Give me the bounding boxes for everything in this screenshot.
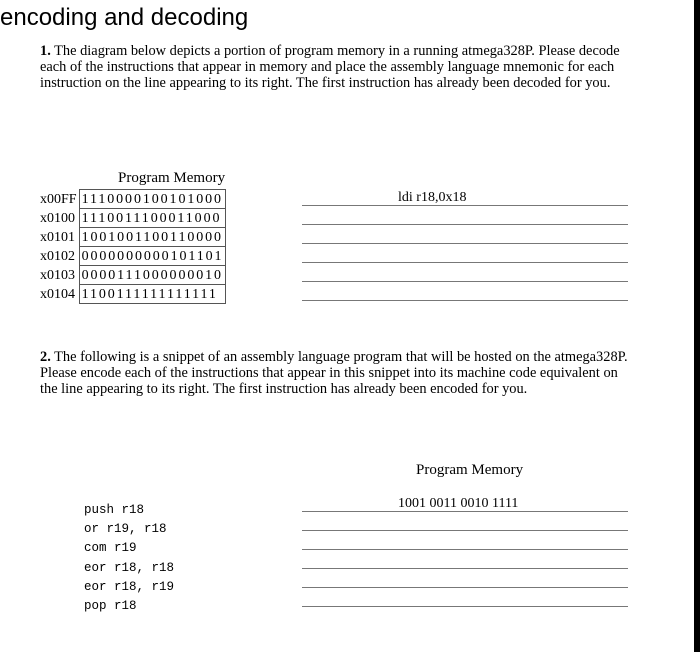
memory-address: x0102 — [40, 248, 75, 264]
answer-line[interactable] — [302, 549, 628, 550]
memory-bits: 1100111111111111 — [79, 285, 226, 304]
answer-line[interactable] — [302, 300, 628, 301]
program-memory-title-2: Program Memory — [416, 462, 524, 478]
memory-address: x0104 — [40, 286, 75, 302]
memory-bits: 1001001100110000 — [79, 228, 226, 247]
question-1-text — [40, 43, 636, 91]
memory-address: x0103 — [40, 267, 75, 283]
assembly-instruction: com r19 — [84, 541, 137, 555]
memory-row — [40, 247, 226, 266]
memory-address: x00FF — [40, 191, 77, 207]
memory-row — [40, 209, 226, 228]
memory-row — [40, 228, 226, 247]
answer-line[interactable] — [302, 224, 628, 225]
question-2-text — [40, 349, 636, 397]
assembly-instruction: push r18 — [84, 503, 145, 517]
assembly-instruction: or r19, r18 — [84, 522, 167, 536]
answer-line[interactable] — [302, 568, 628, 569]
answer-line[interactable] — [302, 606, 628, 607]
memory-bits: 0000000000101101 — [79, 247, 226, 266]
program-memory-table — [40, 189, 226, 304]
memory-address: x0101 — [40, 229, 75, 245]
memory-row — [40, 285, 226, 304]
memory-bits: 1110011100011000 — [79, 209, 226, 228]
assembly-instruction: eor r18, r18 — [84, 561, 175, 575]
assembly-instruction: pop r18 — [84, 599, 137, 613]
answer-line[interactable] — [302, 281, 628, 282]
answer-line[interactable] — [302, 243, 628, 244]
question-2-body: The following is a snippet of an assembly language program that will be hosted on the atmega328P. Please encode each of the instructions that appear in this snippet into its machine code equivalent on the line appearing to its right. The first instruction has already been encoded for you. — [40, 349, 628, 397]
memory-bits: 1110000100101000 — [79, 190, 226, 209]
answer-line[interactable] — [302, 587, 628, 588]
answer-line[interactable] — [302, 262, 628, 263]
memory-address: x0100 — [40, 210, 75, 226]
answer-text: ldi r18,0x18 — [398, 190, 467, 205]
memory-row — [40, 190, 226, 209]
question-2-number: 2. — [40, 349, 51, 365]
memory-row — [40, 266, 226, 285]
question-1-body: The diagram below depicts a portion of program memory in a running atmega328P. Please decode each of the instructions that appear in memory and place the assembly language mnemonic for each instruction on the line appearing to its right. The first instruction has already been decoded for you. — [40, 43, 620, 91]
question-1-number: 1. — [40, 43, 51, 59]
answer-text: 1001 0011 0010 1111 — [398, 496, 519, 511]
program-memory-title-1: Program Memory — [118, 170, 226, 186]
answer-line[interactable] — [302, 530, 628, 531]
assembly-instruction: eor r18, r19 — [84, 580, 175, 594]
page-title: encoding and decoding — [0, 4, 249, 31]
memory-bits: 0000111000000010 — [79, 266, 226, 285]
